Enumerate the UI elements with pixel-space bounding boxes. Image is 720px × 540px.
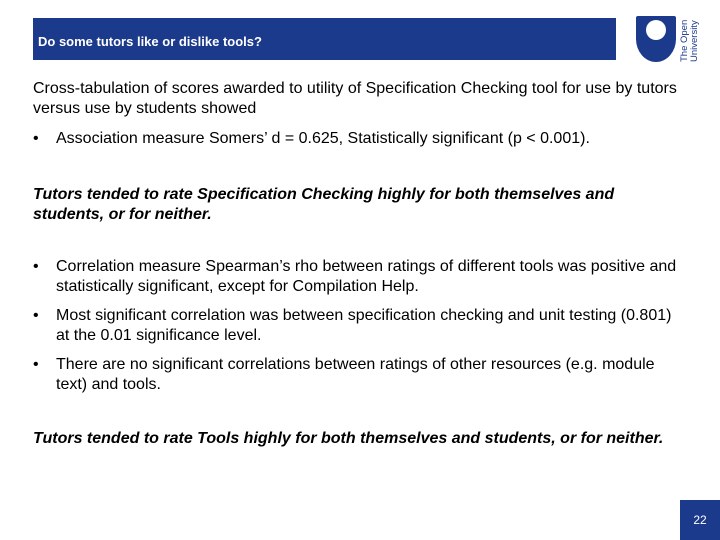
open-university-logo <box>636 14 698 64</box>
slide-content <box>33 79 683 449</box>
bullet-no-correlations <box>33 355 683 395</box>
logo-line-1: The Open <box>679 19 690 62</box>
bullet-text: Correlation measure Spearman’s rho between ratings of different tools was positive and statistically significant, except for Compilation Help. <box>56 258 677 295</box>
bullet-icon: • <box>33 307 39 324</box>
conclusion-specification: Tutors tended to rate Specification Checking highly for both themselves and students, or for neither. <box>33 186 615 223</box>
bullet-unit-testing <box>33 306 683 346</box>
bullet-spearman <box>33 257 683 297</box>
intro-paragraph: Cross-tabulation of scores awarded to utility of Specification Checking tool for use by tutors versus use by students showed <box>33 80 677 117</box>
circle-icon <box>646 20 666 40</box>
page-number-badge <box>680 500 720 540</box>
shield-icon <box>636 16 676 62</box>
page-number: 22 <box>693 513 707 527</box>
bullet-text: There are no significant correlations between ratings of other resources (e.g. module text) and tools. <box>56 356 655 393</box>
bullet-somers-d <box>33 129 683 149</box>
conclusion-tools: Tutors tended to rate Tools highly for both themselves and students, or for neither. <box>33 430 664 447</box>
bullet-icon: • <box>33 356 39 373</box>
logo-line-2: University <box>689 20 700 62</box>
bullet-text: Association measure Somers’ d = 0.625, Statistically significant (p < 0.001). <box>56 130 590 147</box>
bullet-text: Most significant correlation was between specification checking and unit testing (0.801) at the 0.01 significance level. <box>56 307 672 344</box>
bullet-icon: • <box>33 130 39 147</box>
slide-title: Do some tutors like or dislike tools? <box>38 34 262 49</box>
logo-wordmark <box>680 20 700 62</box>
slide-title-bar <box>33 18 616 60</box>
bullet-icon: • <box>33 258 39 275</box>
